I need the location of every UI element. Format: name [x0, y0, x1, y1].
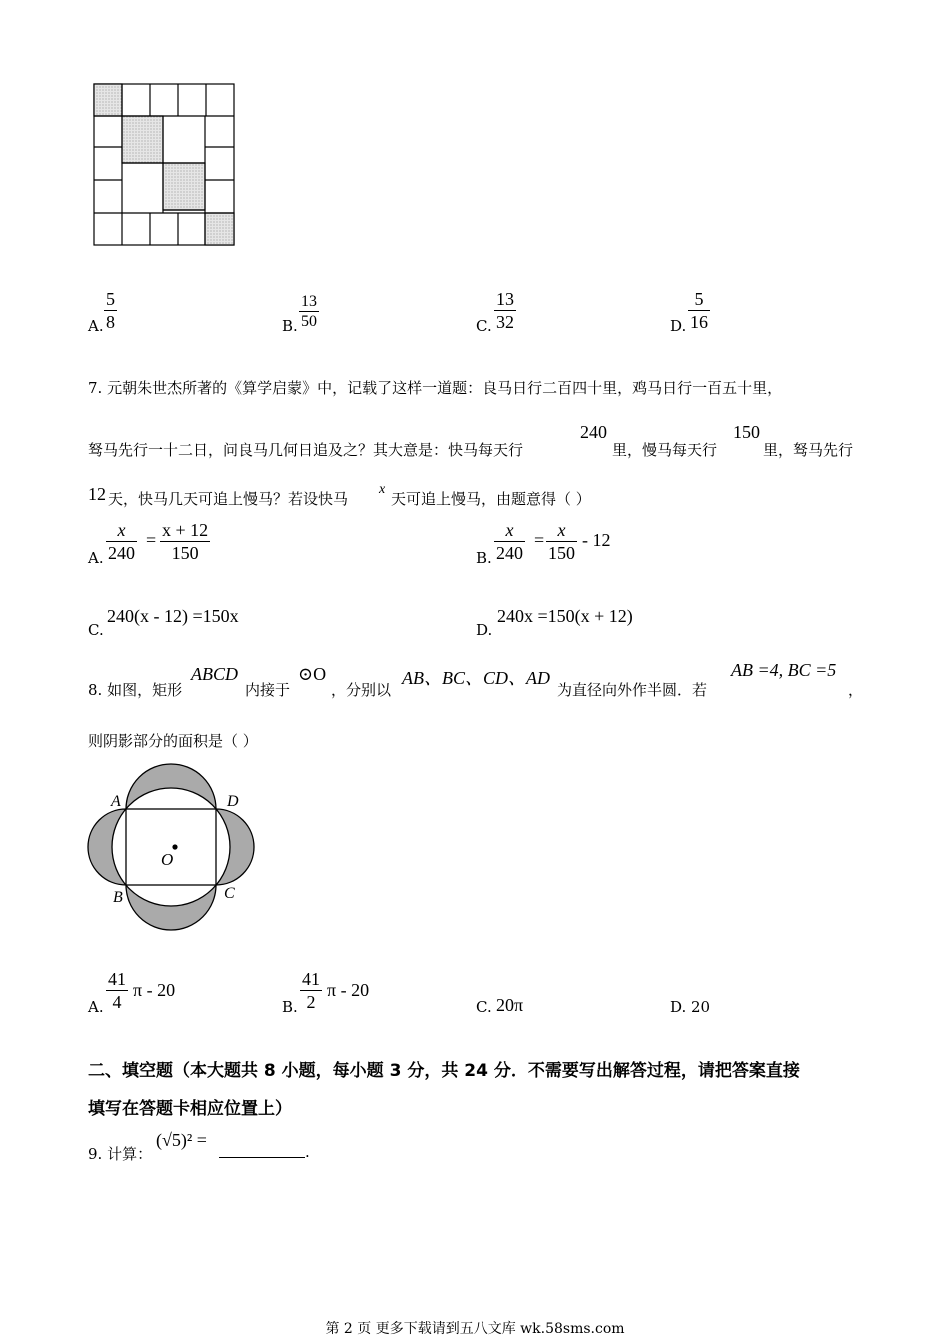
option-q7-b-equals: = — [534, 530, 545, 550]
fraction-denominator: 4 — [106, 990, 128, 1013]
fraction-numerator: 41 — [108, 969, 126, 989]
circle-o — [112, 788, 230, 906]
q7-line3-b: 天可追上慢马，由题意得（ ） — [391, 490, 591, 508]
fraction-denominator: 240 — [496, 543, 523, 563]
option-q7-c-expression: 240(x - 12) =150x — [107, 606, 239, 626]
q8-line1-d: 为直径向外作半圆．若 — [557, 681, 708, 699]
section2-heading-line2: 填写在答题卡相应位置上） — [88, 1099, 292, 1119]
option-q6-a-label: A. — [88, 317, 104, 335]
q8-rect-abcd: ABCD — [191, 664, 238, 684]
option-q6-b-fraction — [299, 292, 319, 331]
option-q7-d-expression: 240x =150(x + 12) — [497, 606, 633, 626]
q8-condition: AB =4, BC =5 — [731, 660, 837, 680]
q8-line2: 则阴影部分的面积是（ ） — [88, 732, 258, 750]
option-q7-c-label: C. — [88, 621, 104, 639]
label-d: D — [227, 793, 239, 810]
fraction-numerator: x + 12 — [162, 520, 209, 540]
q8-sides: AB、BC、CD、AD — [402, 668, 550, 688]
option-q8-a-tail: π - 20 — [133, 980, 176, 1000]
option-q7-b-tail: - 12 — [582, 530, 611, 550]
option-q8-c-label: C. — [476, 998, 492, 1016]
fraction-numerator: x — [117, 520, 126, 540]
fraction-denominator: 150 — [548, 543, 575, 563]
section2-heading-line1: 二、填空题（本大题共 8 小题，每小题 3 分，共 24 分．不需要写出解答过程，请把答案直接 — [88, 1061, 800, 1081]
option-q7-a-fraction-right — [160, 519, 210, 564]
option-q8-b-tail: π - 20 — [327, 980, 370, 1000]
page-footer: 第 2 页 更多下载请到五八文库 wk.58sms.com — [325, 1321, 625, 1337]
q8-line1-b: 内接于 — [245, 681, 291, 699]
fraction-numerator: 13 — [301, 293, 317, 310]
option-q8-d-expression: 20 — [691, 998, 711, 1016]
label-b: B — [113, 889, 123, 906]
label-a: A — [111, 793, 121, 810]
shaded-square-large-1 — [122, 116, 163, 163]
q9-prefix: 9. 计算： — [88, 1145, 153, 1163]
q8-comma: ， — [848, 681, 864, 699]
center-point — [172, 844, 177, 849]
option-q6-c-label: C. — [476, 317, 492, 335]
option-q8-d-label: D. — [670, 998, 687, 1016]
option-q7-b-fraction-left — [494, 519, 525, 564]
option-q7-b-label: B. — [476, 549, 492, 567]
fraction-denominator: 50 — [301, 313, 317, 330]
fraction-denominator: 8 — [106, 312, 115, 332]
option-q7-b-fraction-right — [546, 519, 577, 564]
shaded-cell-bottom-right — [205, 213, 234, 245]
fraction-numerator: 13 — [496, 289, 514, 309]
fraction-denominator: 16 — [690, 312, 708, 332]
label-c: C — [224, 885, 235, 902]
q7-line2-b: 里，慢马每天行 — [612, 441, 718, 459]
option-q7-a-equals: = — [146, 530, 157, 550]
option-q6-b-label: B. — [282, 317, 298, 335]
fraction-denominator: 2 — [300, 990, 322, 1013]
fraction-numerator: 5 — [106, 289, 115, 309]
fraction-numerator: 41 — [302, 969, 320, 989]
fraction-numerator: 5 — [694, 289, 704, 309]
q9-period: . — [305, 1143, 310, 1161]
option-q7-a-fraction-left — [106, 519, 137, 564]
q7-line1: 7. 元朝朱世杰所著的《算学启蒙》中，记载了这样一道题：良马日行二百四十里，鸡马日行一百五十里， — [88, 379, 783, 397]
fraction-numerator: x — [505, 520, 514, 540]
option-q8-c-expression: 20π — [496, 995, 524, 1015]
q8-line1-a: 8. 如图，矩形 — [88, 681, 183, 699]
fraction-denominator: 150 — [160, 541, 210, 564]
q8-line1-c: ，分别以 — [331, 681, 392, 699]
option-q8-a-fraction — [106, 968, 128, 1013]
option-q7-a-label: A. — [88, 549, 104, 567]
fraction-denominator: 32 — [496, 312, 514, 332]
option-q6-c-fraction — [494, 288, 516, 333]
shaded-square-large-2 — [163, 163, 205, 210]
q7-value-12: 12 — [88, 484, 106, 504]
fraction-denominator: 240 — [108, 543, 135, 563]
q9-expression: (√5)² = — [156, 1130, 207, 1150]
q7-value-240: 240 — [580, 422, 607, 442]
option-q7-d-label: D. — [476, 621, 493, 639]
q7-line3-a: 天，快马几天可追上慢马？若设快马 — [108, 490, 349, 508]
label-o: O — [161, 850, 174, 869]
circle-rectangle-figure — [86, 758, 266, 940]
grid-figure — [90, 80, 240, 250]
option-q8-b-label: B. — [282, 998, 298, 1016]
option-q8-b-fraction — [300, 968, 322, 1013]
option-q6-d-label: D. — [670, 317, 687, 335]
option-q6-d-fraction — [688, 288, 710, 333]
q9-answer-blank[interactable] — [219, 1141, 305, 1162]
q7-line2-c: 里，驽马先行 — [763, 441, 854, 459]
fraction-numerator: x — [557, 520, 566, 540]
q7-value-150: 150 — [733, 422, 760, 442]
option-q8-a-label: A. — [88, 998, 104, 1016]
q8-circle-o: ⊙O — [298, 664, 327, 684]
q7-variable-x: x — [379, 482, 386, 497]
option-q6-a-fraction — [104, 288, 117, 333]
shaded-cell-top-left — [94, 84, 122, 116]
q7-line2-a: 驽马先行一十二日，问良马几何日追及之？其大意是：快马每天行 — [88, 441, 524, 459]
